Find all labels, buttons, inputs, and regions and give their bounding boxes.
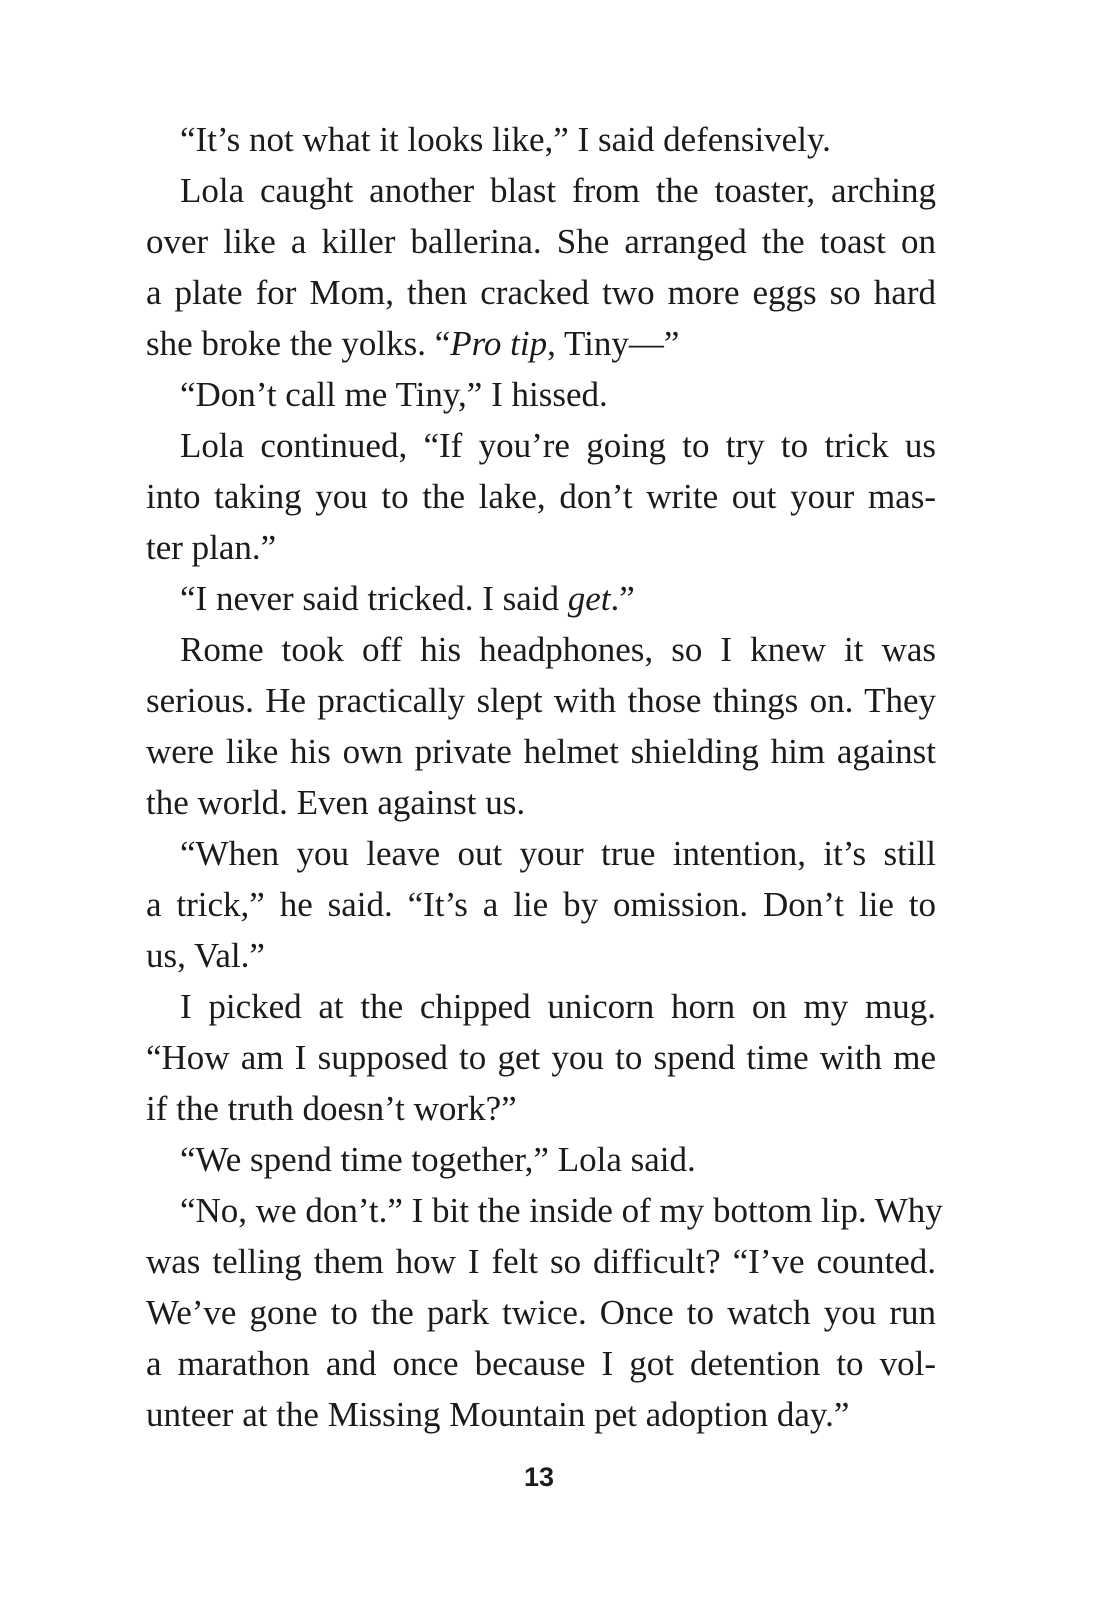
text-line: “Don’t call me Tiny,” I hissed. (180, 375, 608, 414)
text-line: a marathon and once because I got detention to vol- (146, 1344, 936, 1383)
text-segment: .” (610, 579, 635, 618)
text-line: Lola continued, “If you’re going to try to trick us (180, 426, 936, 465)
text-line: “When you leave out your true intention, it’s still (180, 834, 936, 873)
text-line: Lola caught another blast from the toaster, arching (180, 171, 936, 210)
text-line: “How am I supposed to get you to spend time with me (146, 1038, 936, 1077)
body-text (146, 114, 943, 1440)
text-segment: , Tiny—” (547, 324, 680, 363)
text-line: Rome took off his headphones, so I knew it was (180, 630, 936, 669)
page-number: 13 (523, 1462, 555, 1492)
text-line (146, 318, 936, 369)
text-line: were like his own private helmet shielding him against (146, 732, 936, 771)
italic-text: Pro tip (450, 324, 548, 363)
text-line: serious. He practically slept with those things on. They (146, 681, 936, 720)
text-line: “We spend time together,” Lola said. (180, 1140, 696, 1179)
text-line: a trick,” he said. “It’s a lie by omission. Don’t lie to (146, 885, 936, 924)
text-segment: “I never said tricked. I said (180, 579, 568, 618)
text-line: into taking you to the lake, don’t write out your mas- (146, 477, 936, 516)
text-segment: she broke the yolks. “ (146, 324, 451, 363)
text-line: over like a killer ballerina. She arranged the toast on (146, 222, 936, 261)
text-line: the world. Even against us. (146, 783, 526, 822)
text-line (146, 573, 936, 624)
text-line: us, Val.” (146, 936, 265, 975)
text-line: was telling them how I felt so difficult? “I’ve counted. (146, 1242, 936, 1281)
text-line: unteer at the Missing Mountain pet adoption day.” (146, 1395, 850, 1434)
text-line: a plate for Mom, then cracked two more eggs so hard (146, 273, 936, 312)
text-line: I picked at the chipped unicorn horn on my mug. (180, 987, 936, 1026)
text-line: “It’s not what it looks like,” I said defensively. (180, 120, 831, 159)
text-line: ter plan.” (146, 528, 277, 567)
italic-text: get (567, 579, 611, 618)
text-line: We’ve gone to the park twice. Once to watch you run (146, 1293, 936, 1332)
text-line: “No, we don’t.” I bit the inside of my bottom lip. Why (180, 1191, 943, 1230)
text-line: if the truth doesn’t work?” (146, 1089, 517, 1128)
